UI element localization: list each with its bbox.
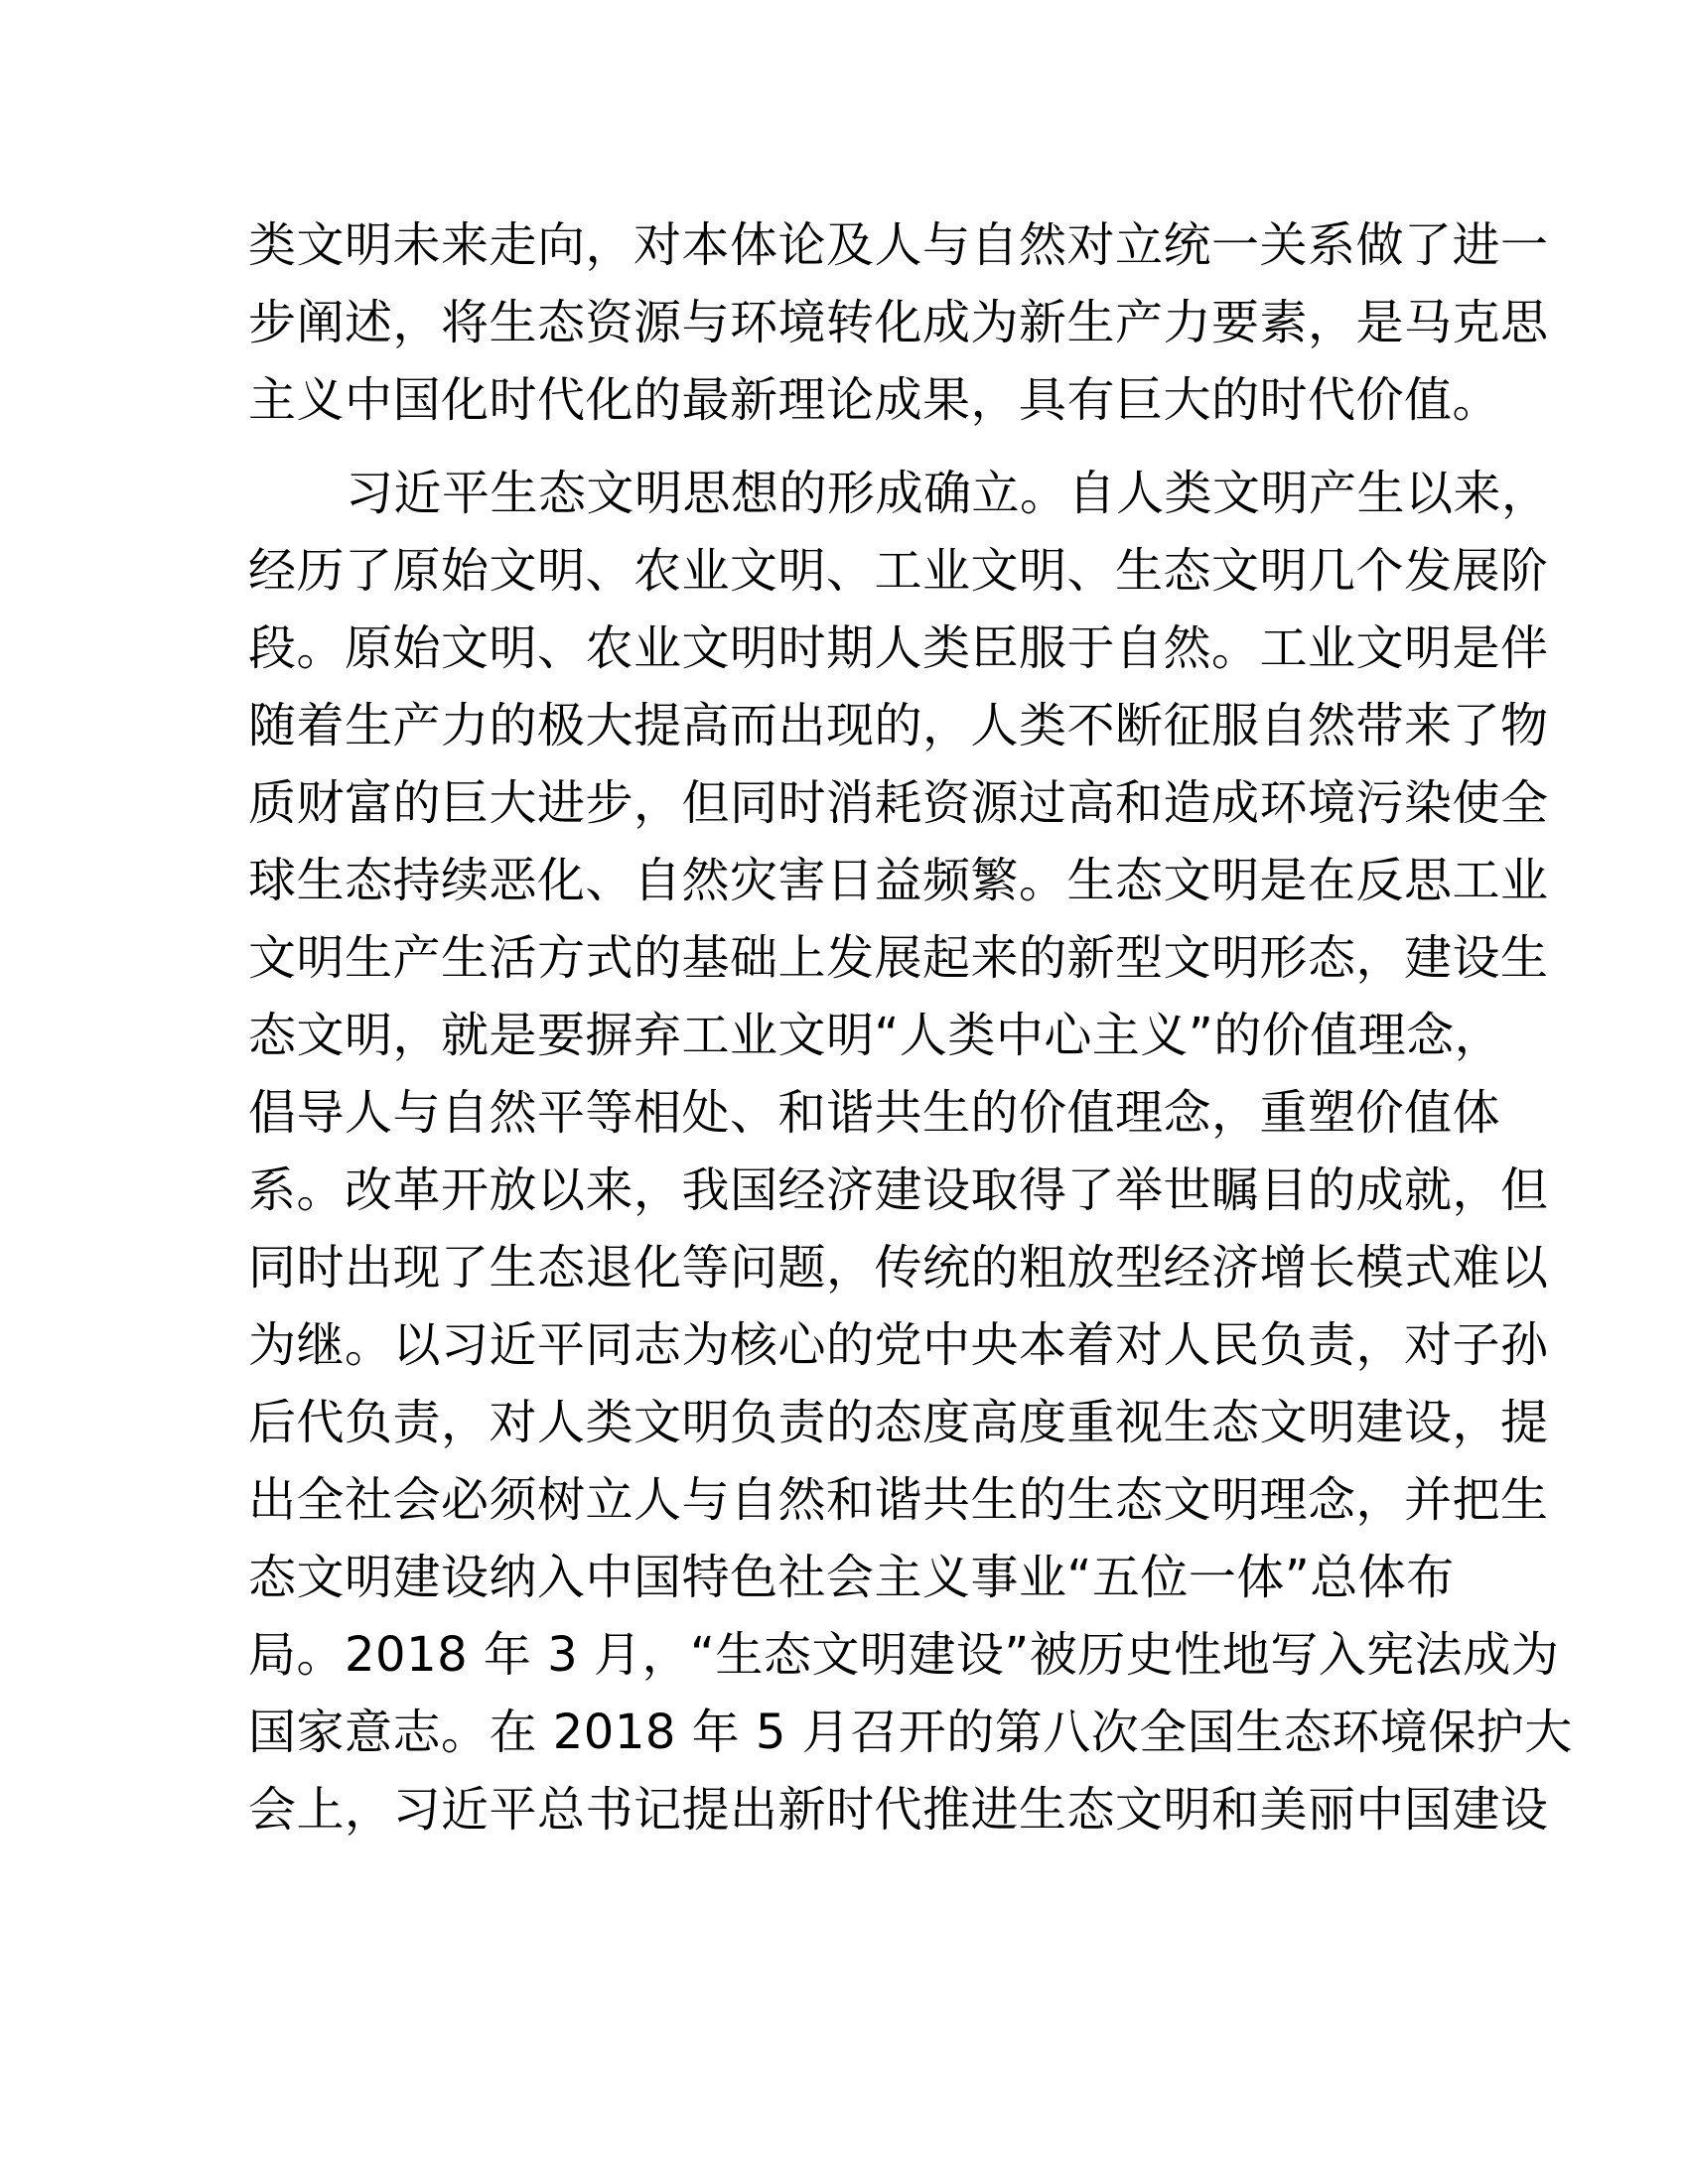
text-line: 段。原始文明、农业文明时期人类臣服于自然。工业文明是伴	[248, 620, 1549, 676]
paragraph-formation	[248, 455, 1573, 1848]
text-line: 主义中国化时代化的最新理论成果，具有巨大的时代价值。	[248, 372, 1501, 428]
text-line: 类文明未来走向，对本体论及人与自然对立统一关系做了进一	[248, 217, 1549, 273]
paragraph-continuation	[248, 206, 1549, 439]
text-line: 态文明，就是要摒弃工业文明“人类中心主义”的价值理念，	[248, 1008, 1503, 1063]
text-line: 国家意志。在 2018 年 5 月召开的第八次全国生态环境保护大	[248, 1705, 1573, 1760]
text-line: 系。改革开放以来，我国经济建设取得了举世瞩目的成就，但	[248, 1162, 1549, 1218]
text-line: 局。2018 年 3 月，“生态文明建设”被历史性地写入宪法成为	[248, 1627, 1560, 1683]
text-line: 随着生产力的极大提高而出现的，人类不断征服自然带来了物	[248, 698, 1549, 753]
text-line: 出全社会必须树立人与自然和谐共生的生态文明理念，并把生	[248, 1472, 1549, 1528]
text-line: 质财富的巨大进步，但同时消耗资源过高和造成环境污染使全	[248, 775, 1549, 831]
text-line: 球生态持续恶化、自然灾害日益频繁。生态文明是在反思工业	[248, 853, 1549, 908]
text-line: 步阐述，将生态资源与环境转化成为新生产力要素，是马克思	[248, 295, 1549, 350]
text-line-first-indented: 习近平生态文明思想的形成确立。自人类文明产生以来，	[346, 466, 1550, 521]
text-line: 为继。以习近平同志为核心的党中央本着对人民负责，对子孙	[248, 1317, 1549, 1373]
text-line: 同时出现了生态退化等问题，传统的粗放型经济增长模式难以	[248, 1240, 1549, 1296]
text-line: 后代负责，对人类文明负责的态度高度重视生态文明建设，提	[248, 1395, 1549, 1450]
text-line: 态文明建设纳入中国特色社会主义事业“五位一体”总体布	[248, 1550, 1455, 1605]
text-line: 倡导人与自然平等相处、和谐共生的价值理念，重塑价值体	[248, 1085, 1501, 1141]
text-line: 经历了原始文明、农业文明、工业文明、生态文明几个发展阶	[248, 543, 1549, 599]
text-line: 文明生产生活方式的基础上发展起来的新型文明形态，建设生	[248, 930, 1549, 986]
text-line: 会上，习近平总书记提出新时代推进生态文明和美丽中国建设	[248, 1782, 1549, 1838]
